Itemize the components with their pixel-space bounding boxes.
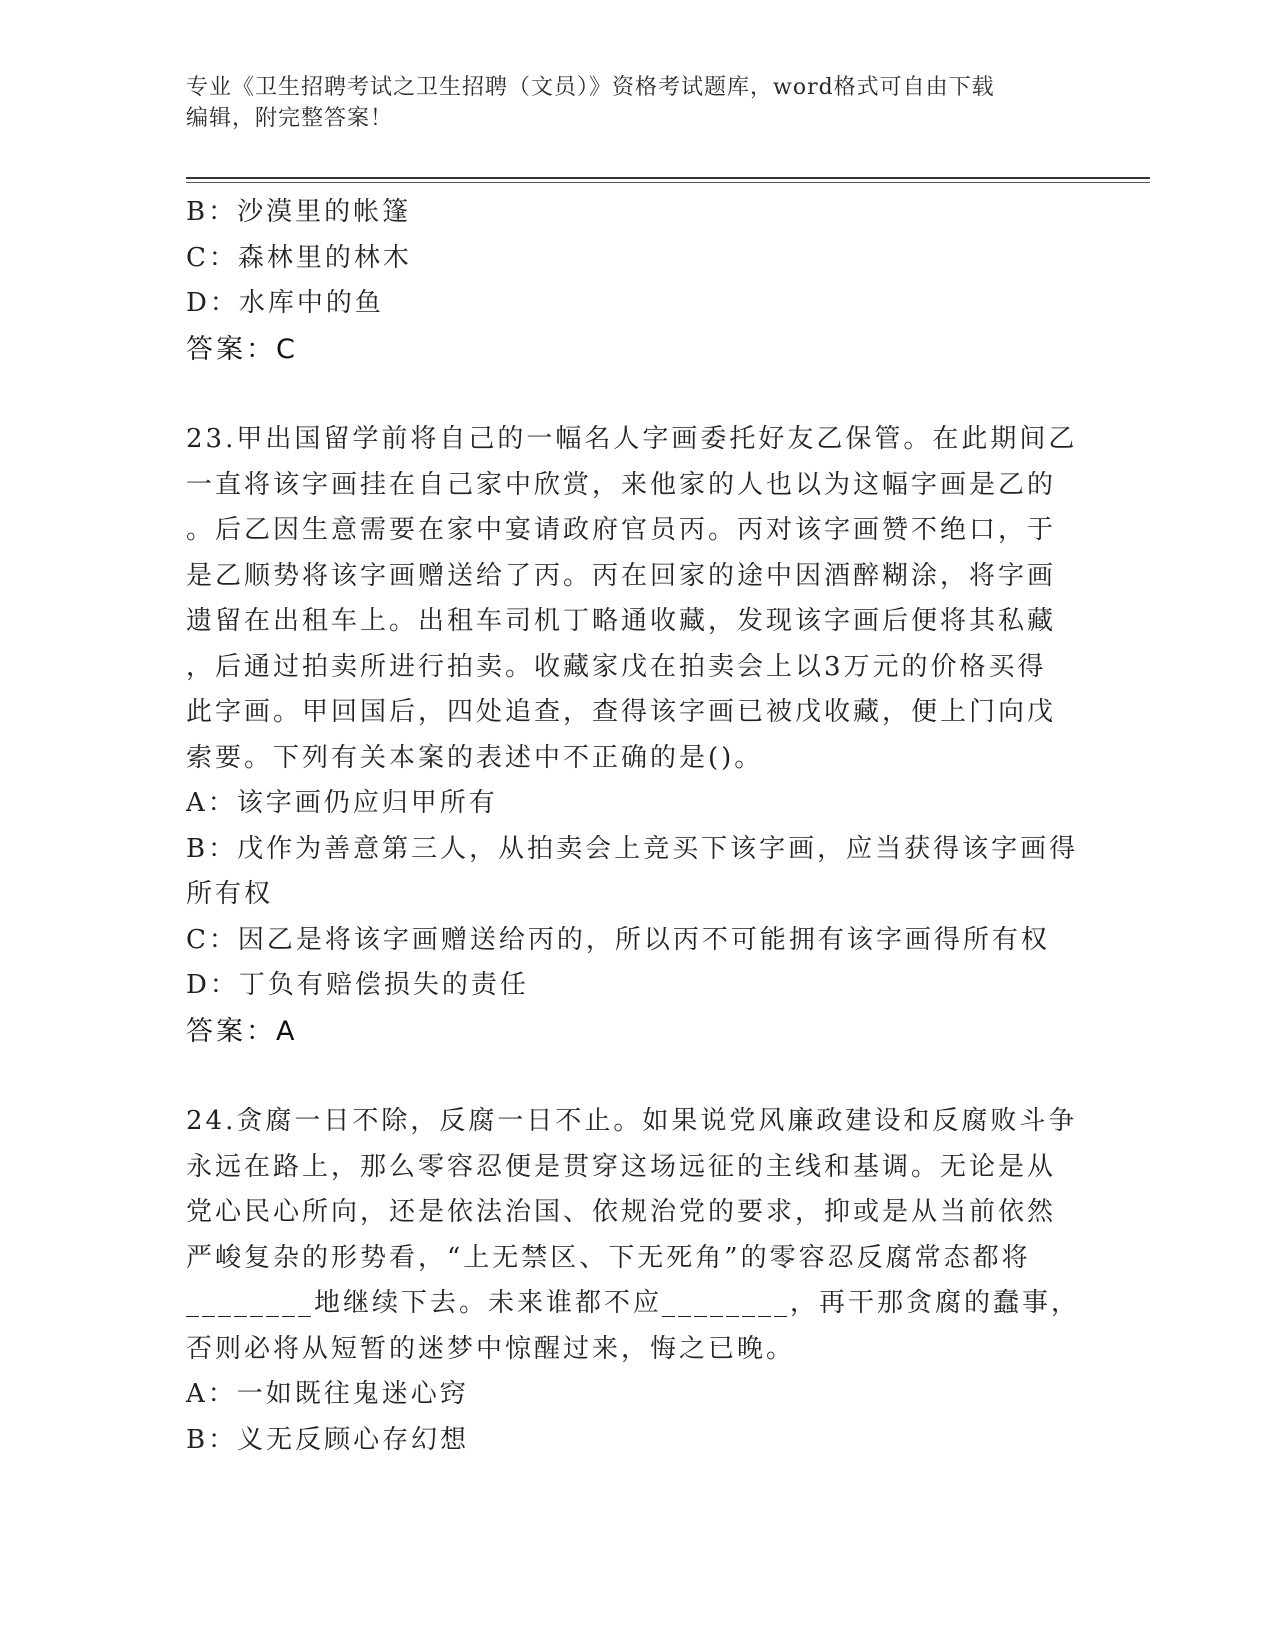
q23-option-b-line1: B：戊作为善意第三人，从拍卖会上竞买下该字画，应当获得该字画得 [186, 833, 1079, 864]
q23-stem-line: 此字画。甲回国后，四处追查，查得该字画已被戊收藏，便上门向戊 [186, 697, 1057, 727]
header-line-1: 专业《卫生招聘考试之卫生招聘（文员）》资格考试题库，word格式可自由下载 [186, 75, 995, 100]
q23-option-d: D：丁负有赔偿损失的责任 [186, 970, 529, 1000]
q24-stem-line: 永远在路上，那么零容忍便是贯穿这场远征的主线和基调。无论是从 [186, 1151, 1057, 1182]
q23-stem-line: 遗留在出租车上。出租车司机丁略通收藏，发现该字画后便将其私藏 [186, 606, 1057, 636]
prev-option-d: D：水库中的鱼 [186, 288, 384, 318]
q23-stem-line: 。后乙因生意需要在家中宴请政府官员丙。丙对该字画赞不绝口，于 [186, 515, 1057, 545]
q23-answer: 答案：A [186, 1015, 298, 1047]
prev-option-c: C：森林里的林木 [186, 242, 412, 273]
header-divider-thin [186, 182, 1150, 183]
q23-stem-line: 索要。下列有关本案的表述中不正确的是()。 [186, 742, 764, 773]
q23-stem-line: 是乙顺势将该字画赠送给了丙。丙在回家的途中因酒醉糊涂，将字画 [186, 560, 1057, 591]
prev-answer: 答案：C [186, 333, 298, 365]
q24-stem-line: 党心民心所向，还是依法治国、依规治党的要求，抑或是从当前依然 [186, 1197, 1057, 1227]
spacer [186, 1054, 1086, 1099]
q23-option-a: A：该字画仍应归甲所有 [186, 788, 498, 818]
q23-stem-line: 一直将该字画挂在自己家中欣赏，来他家的人也以为这幅字画是乙的 [186, 469, 1057, 500]
q23-option-c: C：因乙是将该字画赠送给丙的，所以丙不可能拥有该字画得所有权 [186, 924, 1050, 955]
header-divider [186, 177, 1150, 179]
document-body [186, 190, 1086, 1463]
q24-option-a: A：一如既往鬼迷心窍 [186, 1379, 469, 1409]
q23-stem-line: 23.甲出国留学前将自己的一幅名人字画委托好友乙保管。在此期间乙 [186, 424, 1078, 454]
prev-option-b: B：沙漠里的帐篷 [186, 197, 412, 227]
document-header [186, 72, 1076, 134]
spacer [186, 372, 1086, 417]
q24-option-b: B：义无反顾心存幻想 [186, 1424, 470, 1455]
q24-stem-line: 严峻复杂的形势看，“上无禁区、下无死角”的零容忍反腐常态都将 [186, 1242, 1031, 1273]
q24-stem-line: ________地继续下去。未来谁都不应________，再干那贪腐的蠢事， [186, 1288, 1081, 1318]
q24-stem-line: 24.贪腐一日不除，反腐一日不止。如果说党风廉政建设和反腐败斗争 [186, 1106, 1078, 1136]
q23-stem-line: ，后通过拍卖所进行拍卖。收藏家戊在拍卖会上以3万元的价格买得 [186, 651, 1047, 682]
q24-stem-line: 否则必将从短暂的迷梦中惊醒过来，悔之已晚。 [186, 1333, 796, 1364]
q23-option-b-line2: 所有权 [186, 879, 274, 909]
header-line-2: 编辑，附完整答案！ [186, 106, 394, 131]
